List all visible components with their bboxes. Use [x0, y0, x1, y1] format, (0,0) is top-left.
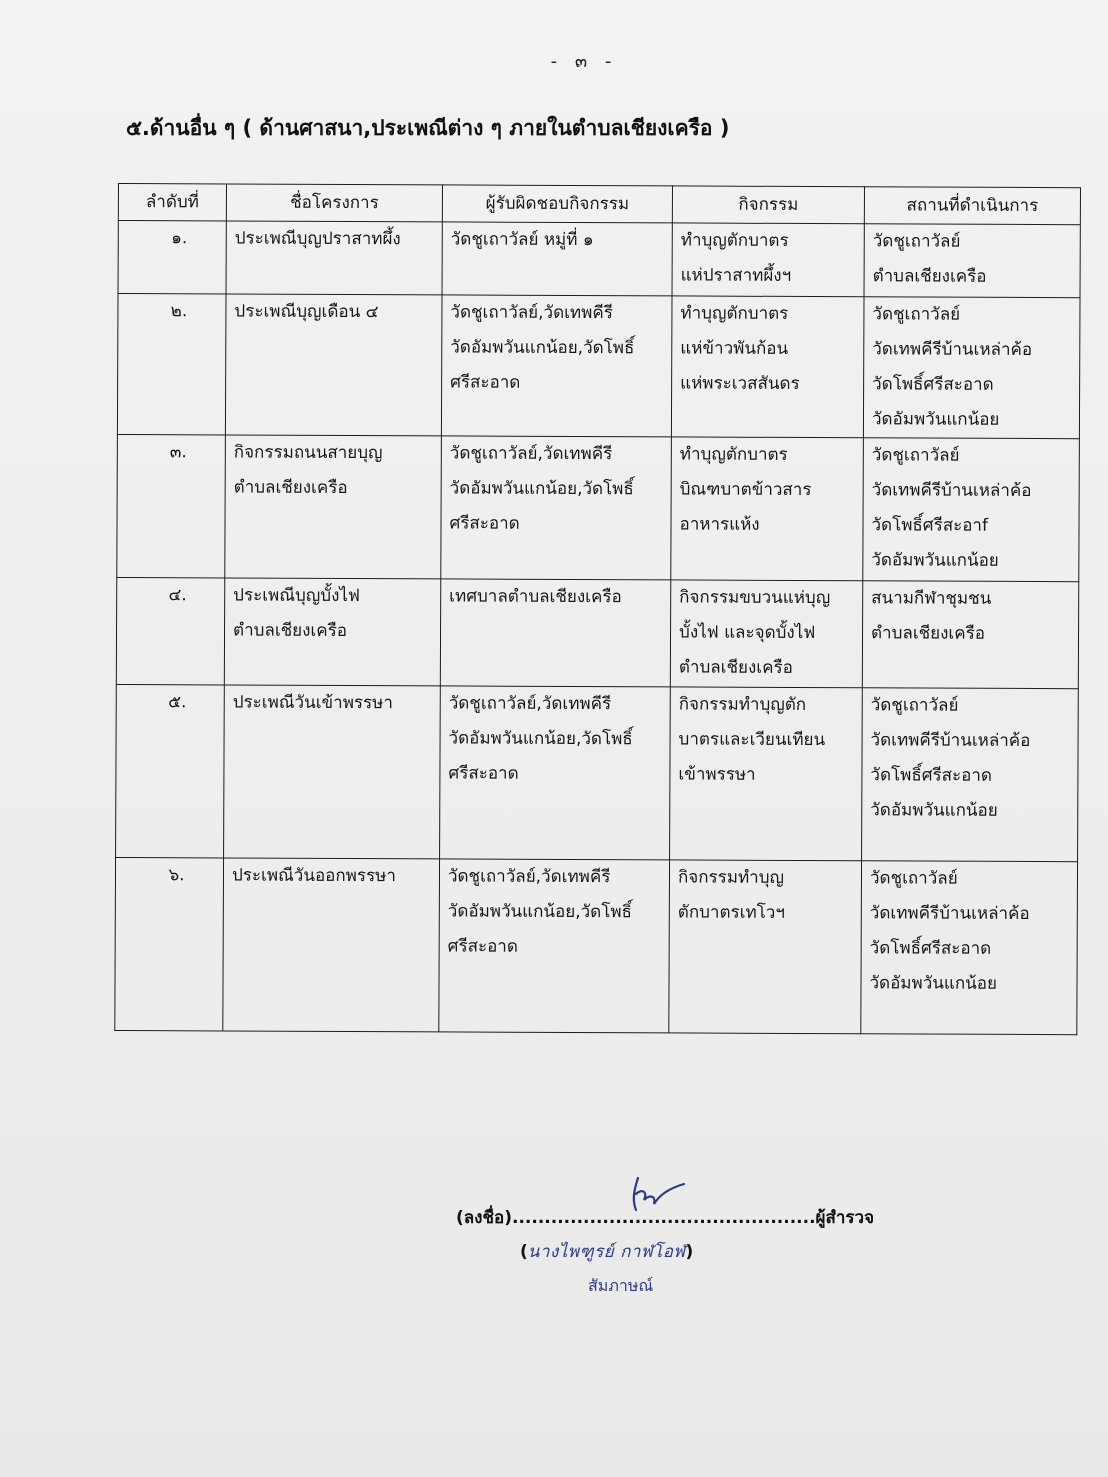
table-row: [115, 857, 1078, 1034]
location-line: วัดชูเถาวัลย์: [872, 304, 961, 325]
location-line: วัดชูเถาวัลย์: [871, 445, 960, 466]
row-number: ๕.: [168, 692, 187, 713]
activity-line: กิจกรรมทำบุญตัก: [678, 694, 807, 716]
cell-project: [225, 294, 442, 436]
activity-line: เข้าพรรษา: [678, 764, 756, 785]
cell-activity: [672, 223, 864, 297]
signer-name-line: [520, 1238, 693, 1265]
cell-project: [225, 435, 442, 579]
activity-line: ทำบุญตักบาตร: [680, 303, 789, 324]
header-responsible: ผู้รับผิดชอบกิจกรรม: [442, 185, 672, 223]
project-line: ประเพณีบุญเดือน ๔: [234, 301, 379, 323]
cell-no: [115, 857, 224, 1030]
table-row: [116, 577, 1078, 688]
name-open-paren: (: [520, 1242, 528, 1262]
cell-no: [116, 684, 225, 857]
location-line: วัดโพธิ์ศรีสะอาด: [872, 374, 994, 395]
cell-activity: [671, 296, 864, 438]
location-line: วัดเทพคีรีบ้านเหล่าค้อ: [871, 480, 1032, 501]
location-line: วัดอัมพวันแกน้อย: [870, 800, 998, 821]
header-project: ชื่อโครงการ: [226, 184, 442, 222]
cell-responsible: [439, 859, 670, 1033]
cell-no: [118, 221, 226, 294]
responsible-line: วัดอัมพวันแกน้อย,วัดโพธิ์: [449, 478, 634, 500]
cell-no: [117, 294, 226, 435]
sign-prefix: (ลงชื่อ): [456, 1208, 513, 1228]
header-location: สถานที่ดำเนินการ: [864, 187, 1080, 225]
responsible-line: วัดอัมพวันแกน้อย,วัดโพธิ์: [447, 901, 632, 923]
activity-line: แห่ข้าวพันก้อน: [680, 338, 789, 359]
location-line: วัดอัมพวันแกน้อย: [871, 409, 1000, 430]
project-line: ประเพณีบุญบั้งไฟ: [233, 585, 361, 607]
location-line: วัดอัมพวันแกน้อย: [871, 550, 999, 571]
cell-activity: [669, 860, 862, 1034]
cell-project: [226, 221, 442, 295]
header-no: ลำดับที่: [118, 184, 226, 221]
responsible-line: วัดอัมพวันแกน้อย,วัดโพธิ์: [448, 728, 633, 750]
activity-line: กิจกรรมขบวนแห่บุญ: [679, 587, 831, 609]
activity-line: บิณฑบาตข้าวสาร: [679, 479, 812, 501]
location-line: วัดโพธิ์ศรีสะอาf: [871, 515, 989, 536]
activity-line: ทำบุญตักบาตร: [680, 230, 789, 251]
location-line: วัดโพธิ์ศรีสะอาด: [869, 938, 992, 959]
location-line: วัดชูเถาวัลย์: [872, 231, 961, 252]
activity-line: อาหารแห้ง: [679, 514, 760, 535]
activity-line: แห่พระเวสสันดร: [680, 373, 800, 394]
location-line: วัดเทพคีรีบ้านเหล่าค้อ: [870, 730, 1031, 751]
row-number: ๖.: [168, 865, 185, 886]
cell-project: [224, 685, 441, 859]
responsible-line: วัดชูเถาวัลย์,วัดเทพคีรี: [449, 443, 613, 465]
location-line: วัดชูเถาวัลย์: [870, 695, 959, 716]
activity-line: ตำบลเชียงเครือ: [678, 657, 793, 678]
responsible-line: วัดชูเถาวัลย์,วัดเทพคีรี: [447, 866, 611, 888]
table-row: [118, 221, 1080, 298]
name-close-paren: ): [685, 1242, 694, 1262]
cell-responsible: [440, 686, 671, 860]
location-line: วัดชูเถาวัลย์: [869, 868, 958, 889]
location-line: วัดโพธิ์ศรีสะอาด: [870, 765, 992, 786]
activity-line: กิจกรรมทำบุญ: [677, 867, 785, 888]
signer-role: สัมภาษณ์: [588, 1276, 654, 1295]
cell-activity: [670, 687, 863, 861]
project-line: ประเพณีวันเข้าพรรษา: [232, 692, 393, 714]
signature-line: [456, 1204, 874, 1231]
responsible-line: เทศบาลตำบลเชียงเครือ: [449, 586, 622, 608]
cell-responsible: [441, 295, 672, 437]
row-number: ๔.: [168, 585, 187, 606]
location-line: วัดเทพคีรีบ้านเหล่าค้อ: [872, 339, 1033, 360]
cell-location: [862, 581, 1078, 689]
cell-location: [864, 224, 1080, 298]
row-number: ๓.: [169, 442, 187, 463]
responsible-line: ศรีสะอาด: [447, 936, 518, 957]
activity-line: บั้งไฟ และจุดบั้งไฟ: [679, 622, 816, 644]
cell-no: [117, 434, 226, 577]
location-line: วัดเทพคีรีบ้านเหล่าค้อ: [869, 903, 1030, 924]
sign-suffix: ผู้สำรวจ: [815, 1208, 875, 1228]
activity-line: ตักบาตรเทโวฯ: [677, 902, 785, 923]
projects-table: [114, 183, 1081, 1035]
table-header-row: [118, 184, 1080, 225]
activity-line: ทำบุญตักบาตร: [679, 444, 788, 465]
row-number: ๑.: [171, 228, 188, 249]
responsible-line: ศรีสะอาด: [450, 372, 521, 393]
section-title: ๕.ด้านอื่น ๆ ( ด้านศาสนา,ประเพณีต่าง ๆ ภายในตำบลเชียงเครือ ): [126, 116, 730, 140]
cell-location: [861, 861, 1078, 1035]
cell-location: [862, 688, 1079, 862]
location-line: ตำบลเชียงเครือ: [872, 266, 987, 287]
cell-responsible: [441, 436, 672, 580]
table-row: [117, 294, 1080, 439]
location-line: วัดอัมพวันแกน้อย: [869, 973, 997, 994]
cell-location: [863, 297, 1080, 439]
cell-responsible: [442, 222, 672, 296]
cell-project: [224, 578, 440, 686]
responsible-line: วัดอัมพวันแกน้อย,วัดโพธิ์: [450, 337, 635, 359]
row-number: ๒.: [170, 301, 188, 322]
project-line: ตำบลเชียงเครือ: [233, 477, 348, 499]
table-row: [116, 684, 1079, 861]
responsible-line: วัดชูเถาวัลย์ หมู่ที่ ๑: [450, 229, 594, 251]
activity-line: แห่ปราสาทผึ้งฯ: [680, 265, 792, 286]
project-line: ประเพณีบุญปราสาทผึ้ง: [234, 228, 401, 250]
project-line: กิจกรรมถนนสายบุญ: [233, 442, 383, 464]
responsible-line: ศรีสะอาด: [449, 513, 520, 534]
location-line: สนามกีฬาชุมชน: [871, 588, 992, 609]
table-row: [117, 434, 1080, 581]
signer-name: นางไพฑูรย์ กาฬโอฬ: [527, 1242, 686, 1262]
location-line: ตำบลเชียงเครือ: [870, 623, 986, 644]
sign-dots: ...............................................: [512, 1208, 816, 1228]
page-number: - ๓ -: [550, 51, 618, 72]
cell-activity: [670, 580, 862, 688]
header-activity: กิจกรรม: [672, 186, 864, 224]
cell-project: [223, 858, 440, 1032]
responsible-line: ศรีสะอาด: [448, 763, 519, 784]
responsible-line: วัดชูเถาวัลย์,วัดเทพคีรี: [450, 302, 613, 324]
project-line: ตำบลเชียงเครือ: [233, 620, 348, 642]
cell-responsible: [440, 579, 670, 687]
cell-location: [863, 438, 1080, 582]
cell-no: [116, 577, 224, 684]
responsible-line: วัดชูเถาวัลย์,วัดเทพคีรี: [448, 693, 612, 715]
cell-activity: [671, 437, 864, 581]
project-line: ประเพณีวันออกพรรษา: [231, 865, 396, 887]
activity-line: บาตรและเวียนเทียน: [678, 729, 826, 751]
